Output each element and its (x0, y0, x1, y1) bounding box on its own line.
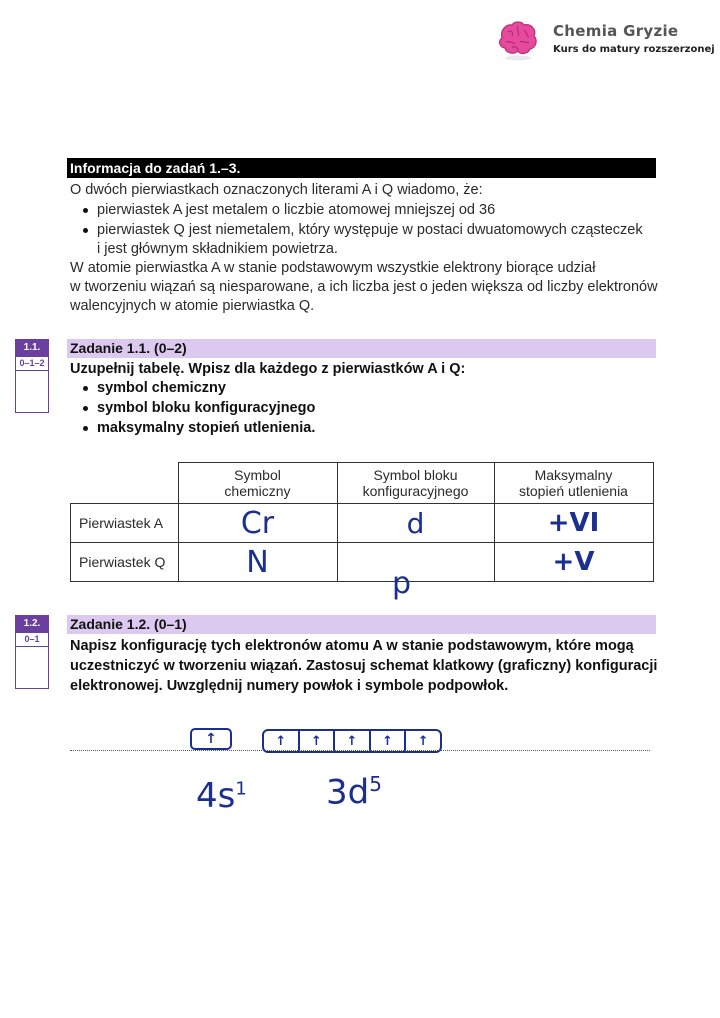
label-3d-superscript: 5 (369, 772, 382, 796)
task1-title: Zadanie 1.1. (0–2) (67, 339, 656, 358)
task1-bullet-1: symbol chemiczny (97, 380, 226, 396)
brand-subtitle: Kurs do matury rozszerzonej (553, 44, 715, 55)
cell-oxidation-a[interactable] (494, 504, 653, 543)
table-row (71, 504, 654, 543)
table-corner (71, 463, 179, 504)
orbital-box-3d-2 (300, 731, 336, 751)
row-label-q: Pierwiastek Q (71, 543, 179, 582)
row-label-a: Pierwiastek A (71, 504, 179, 543)
info-bullet-2-cont: i jest głównym składnikiem powietrza. (97, 241, 338, 257)
task1-score-box[interactable] (15, 371, 49, 413)
orbital-box-3d-3 (335, 731, 371, 751)
brain-icon (496, 18, 540, 62)
task2-score-label: 0–1 (15, 632, 49, 647)
cell-symbol-a[interactable] (178, 504, 337, 543)
header-oxidation-line1: Maksymalny (534, 467, 613, 483)
orbital-box-4s (190, 728, 232, 750)
task1-number-label: 1.1. (15, 339, 49, 356)
task2-instruction-line-1: Napisz konfigurację tych elektronów atomu A w stanie podstawowym, które mogą (70, 638, 634, 654)
answer-block-q: p (392, 566, 412, 601)
task2-instruction-line-2: uczestniczyć w tworzeniu wiązań. Zastosuj schemat klatkowy (graficzny) konfiguracji (70, 658, 658, 674)
answer-block-a: d (406, 506, 425, 540)
orbital-box-3d-5 (406, 731, 440, 751)
answer-oxidation-a: +VI (547, 508, 600, 538)
header-block-line1: Symbol bloku (373, 467, 458, 483)
header-oxidation (494, 463, 653, 504)
cell-block-q[interactable] (337, 543, 494, 582)
orbital-box-3d-4 (371, 731, 407, 751)
task1-bullet-2: symbol bloku konfiguracyjnego (97, 400, 316, 416)
task2-instruction-line-3: elektronowej. Uwzględnij numery powłok i symbole podpowłok. (70, 678, 509, 694)
info-intro: O dwóch pierwiastkach oznaczonych literami A i Q wiadomo, że: (70, 182, 483, 198)
info-paragraph-line-2: w tworzeniu wiązań są niesparowane, a ich liczba jest o jeden większa od liczby elektronów (70, 279, 658, 295)
answer-line (70, 750, 650, 751)
answer-oxidation-q: +V (552, 547, 595, 577)
answer-table (70, 462, 654, 582)
label-4s-text: 4s (196, 776, 236, 816)
cell-block-a[interactable] (337, 504, 494, 543)
info-bullet-1: pierwiastek A jest metalem o liczbie atomowej mniejszej od 36 (97, 202, 496, 218)
header-block (337, 463, 494, 504)
info-heading: Informacja do zadań 1.–3. (67, 158, 656, 178)
cell-oxidation-q[interactable] (494, 543, 653, 582)
electron-arrow: ↑ (310, 734, 322, 749)
info-paragraph-line-1: W atomie pierwiastka A w stanie podstawowym wszystkie elektrony biorące udział (70, 260, 596, 276)
task1-bullet-3: maksymalny stopień utlenienia. (97, 420, 316, 436)
info-bullet-2: pierwiastek Q jest niemetalem, który występuje w postaci dwuatomowych cząsteczek (97, 222, 643, 238)
task2-score-box[interactable] (15, 647, 49, 689)
task2-title: Zadanie 1.2. (0–1) (67, 615, 656, 634)
answer-symbol-q: N (246, 544, 269, 580)
task1-score-label: 0–1–2 (15, 356, 49, 371)
electron-arrow: ↑ (205, 731, 217, 747)
task1-instruction: Uzupełnij tabelę. Wpisz dla każdego z pierwiastków A i Q: (70, 361, 466, 377)
orbital-box-3d-1 (264, 731, 300, 751)
label-4s-superscript: 1 (235, 778, 247, 800)
electron-arrow: ↑ (382, 734, 394, 749)
info-paragraph-line-3: walencyjnych w atomie pierwiastka Q. (70, 298, 315, 314)
header-symbol-line1: Symbol (234, 467, 281, 483)
electron-arrow: ↑ (275, 734, 287, 749)
task2-number-label: 1.2. (15, 615, 49, 632)
header-symbol (178, 463, 337, 504)
electron-arrow: ↑ (417, 734, 429, 749)
answer-symbol-a: Cr (240, 505, 275, 541)
label-4s (196, 776, 247, 816)
header-symbol-line2: chemiczny (224, 483, 291, 499)
header-block-line2: konfiguracyjnego (362, 483, 469, 499)
electron-arrow: ↑ (346, 734, 358, 749)
brand-title: Chemia Gryzie (553, 22, 679, 40)
label-3d (326, 772, 382, 812)
table-row (71, 543, 654, 582)
label-3d-text: 3d (326, 772, 370, 813)
cell-symbol-q[interactable] (178, 543, 337, 582)
header-oxidation-line2: stopień utlenienia (519, 483, 628, 499)
